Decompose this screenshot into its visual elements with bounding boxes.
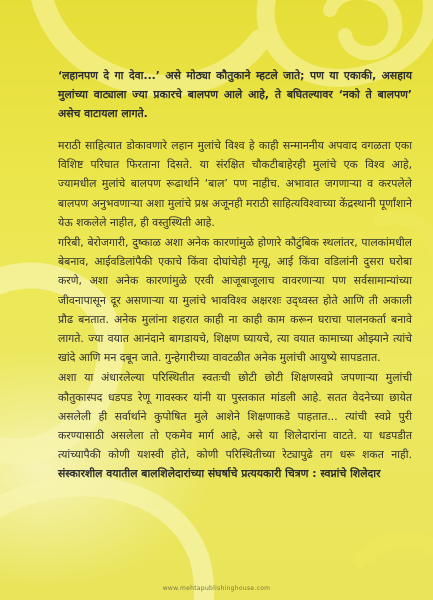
blurb-body (58, 136, 412, 485)
blurb-paragraph (58, 368, 412, 483)
opening-quote (58, 66, 412, 124)
blurb-paragraph: मराठी साहित्यात डोकावणारे लहान मुलांचे विश्व हे काही सन्माननीय अपवाद वगळता एका विशिष्ट परिघात फिरताना दिसते. या संरक्षित चौकटीबाहेरही मुलांचे एक विश्व आहे, ज्यामधील मुलांचे बालपण रूढार्थाने ‘बाल’ पण नाहीच. अभावात जगणाऱ्या व करपलेले बालपण अनुभवणाऱ्या अशा मुलांचे प्रश्न अजूनही मराठी साहित्यविश्वाच्या केंद्रस्थानी पूर्णांशाने येऊ शकलेले नाहीत, ही वस्तुस्थिती आहे. (58, 139, 412, 229)
publisher-url: www.mehtapublishinghouse.com (162, 585, 271, 592)
blurb-paragraph: गरिबी, बेरोजगारी, दुष्काळ अशा अनेक कारणांमुळे होणारे कौटुंबिक स्थलांतर, पालकांमधील बेबनाव, आईवडिलांपैकी एकाचे किंवा दोघांचेही मृत्यू, आई किंवा वडिलांनी दुसरा घरोबा करणे, अशा अनेक कारणांमुळे एरवी आजूबाजूलाच वावरणाऱ्या पण सर्वसामान्यांच्या जीवनापासून दूर असणाऱ्या या मुलांचे भावविश्व अक्षरशः उद्ध्वस्त होते आणि ती अकाली प्रौढ बनतात. अनेक मुलांना शहरात काही ना काही काम करून घराचा पालनकर्ता बनावे लागते. ज्या वयात आनंदाने बागडायचे, शिक्षण घ्यायचे, त्या वयात कामाच्या ओझ्याने त्यांचे खांदे आणि मन दबून जाते. गुन्हेगारीच्या वावटळीत अनेक मुलांची आयुष्ये सापडतात. (58, 236, 412, 365)
closing-tagline: संस्कारशील वयातील बालशिलेदारांच्या संघर्षाचे प्रत्ययकारी चित्रण : स्वप्नांचे शिलेदार (58, 467, 381, 481)
blurb-paragraph-text: अशा या अंधारलेल्या परिस्थितीत स्वतःची छोटी छोटी शिक्षणस्वप्ने जपणाऱ्या मुलांची कौतुकास्पद धडपड रेणू गावस्कर यांनी या पुस्तकात मांडली आहे. सतत वेदनेच्या छायेत असलेली ही सर्वार्थाने कुपोषित मुले आशेने शिक्षणाकडे पाहतात... त्यांची स्वप्ने पुरी करण्यासाठी असलेला तो एकमेव मार्ग आहे, असे या शिलेदारांना वाटते. या धडपडीत त्यांच्यापैकी कोणी यशस्वी होते, कोणी परिस्थितीच्या रेट्यापुढे तग धरू शकत नाही. (58, 371, 412, 462)
opening-quote-text: ‘लहानपण दे गा देवा...’ असे मोठ्या कौतुकाने म्हटले जाते; पण या एकाकी, असहाय मुलांच्या वाट्याला ज्या प्रकारचे बालपण आले आहे, ते बघितल्यावर ‘नको ते बालपण’ असेच वाटायला लागते. (58, 69, 412, 121)
